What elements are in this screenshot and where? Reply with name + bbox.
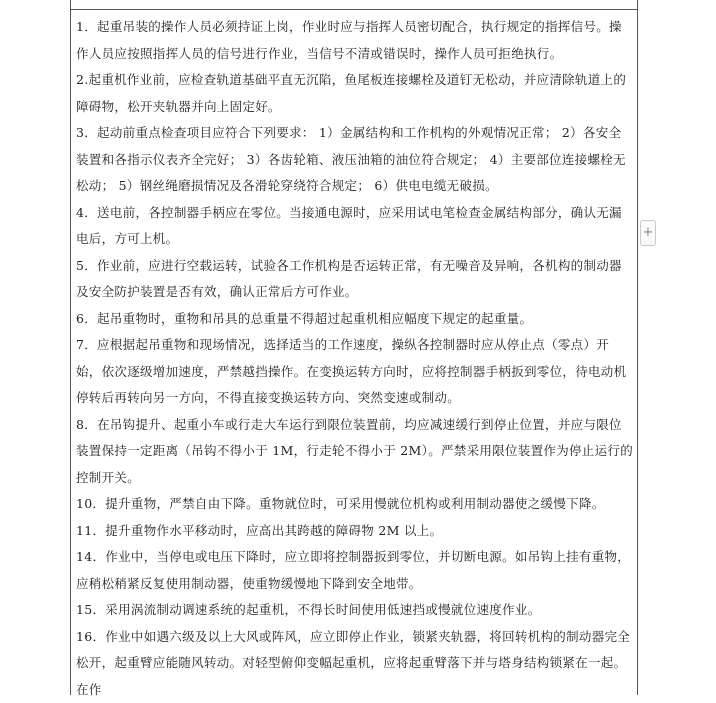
document-body xyxy=(76,14,634,703)
paragraph-6: 6．起吊重物时，重物和吊具的总重量不得超过起重机相应幅度下规定的起重量。 xyxy=(76,306,634,333)
paragraph-8: 8．在吊钩提升、起重小车或行走大车运行到限位装置前，均应减速缓行到停止位置，并应与限位装置保持一定距离（吊钩不得小于 1M，行走轮不得小于 2M）。严禁采用限位装置作为停止运行的控制开关。 xyxy=(76,412,634,492)
paragraph-7: 7．应根据起吊重物和现场情况，选择适当的工作速度，操纵各控制器时应从停止点（零点）开始，依次逐级增加速度，严禁越挡操作。在变换运转方向时，应将控制器手柄扳到零位，待电动机停转后再转向另一方向，不得直接变换运转方向、突然变速或制动。 xyxy=(76,332,634,412)
paragraph-11: 11．提升重物作水平移动时，应高出其跨越的障碍物 2M 以上。 xyxy=(76,518,634,545)
paragraph-10: 10．提升重物，严禁自由下降。重物就位时，可采用慢就位机构或利用制动器使之缓慢下降。 xyxy=(76,491,634,518)
paragraph-5: 5．作业前，应进行空载运转，试验各工作机构是否运转正常，有无噪音及异响，各机构的制动器及安全防护装置是否有效，确认正常后方可作业。 xyxy=(76,253,634,306)
paragraph-3: 3．起动前重点检查项目应符合下列要求： 1）金属结构和工作机构的外观情况正常； 2）各安全装置和各指示仪表齐全完好； 3）各齿轮箱、液压油箱的油位符合规定； 4）主要部位连接螺栓无松动； 5）钢丝绳磨损情况及各滑轮穿绕符合规定； 6）供电电缆无破损。 xyxy=(76,120,634,200)
paragraph-2: 2.起重机作业前，应检查轨道基础平直无沉陷，鱼尾板连接螺栓及道钉无松动，并应清除轨道上的障碍物，松开夹轨器并向上固定好。 xyxy=(76,67,634,120)
plus-icon: + xyxy=(643,225,654,240)
paragraph-16: 16．作业中如遇六级及以上大风或阵风，应立即停止作业，锁紧夹轨器，将回转机构的制动器完全松开，起重臂应能随风转动。对轻型俯仰变幅起重机，应将起重臂落下并与塔身结构锁紧在一起。在作 xyxy=(76,624,634,703)
paragraph-14: 14．作业中，当停电或电压下降时，应立即将控制器扳到零位，并切断电源。如吊钩上挂有重物，应稍松稍紧反复使用制动器，使重物缓慢地下降到安全地带。 xyxy=(76,544,634,597)
paragraph-4: 4．送电前，各控制器手柄应在零位。当接通电源时，应采用试电笔检查金属结构部分，确认无漏电后，方可上机。 xyxy=(76,200,634,253)
table-top-border xyxy=(70,0,638,10)
expand-button[interactable] xyxy=(640,220,656,246)
paragraph-15: 15．采用涡流制动调速系统的起重机，不得长时间使用低速挡或慢就位速度作业。 xyxy=(76,597,634,624)
paragraph-1: 1．起重吊装的操作人员必须持证上岗，作业时应与指挥人员密切配合，执行规定的指挥信号。操作人员应按照指挥人员的信号进行作业，当信号不清或错误时，操作人员可拒绝执行。 xyxy=(76,14,634,67)
